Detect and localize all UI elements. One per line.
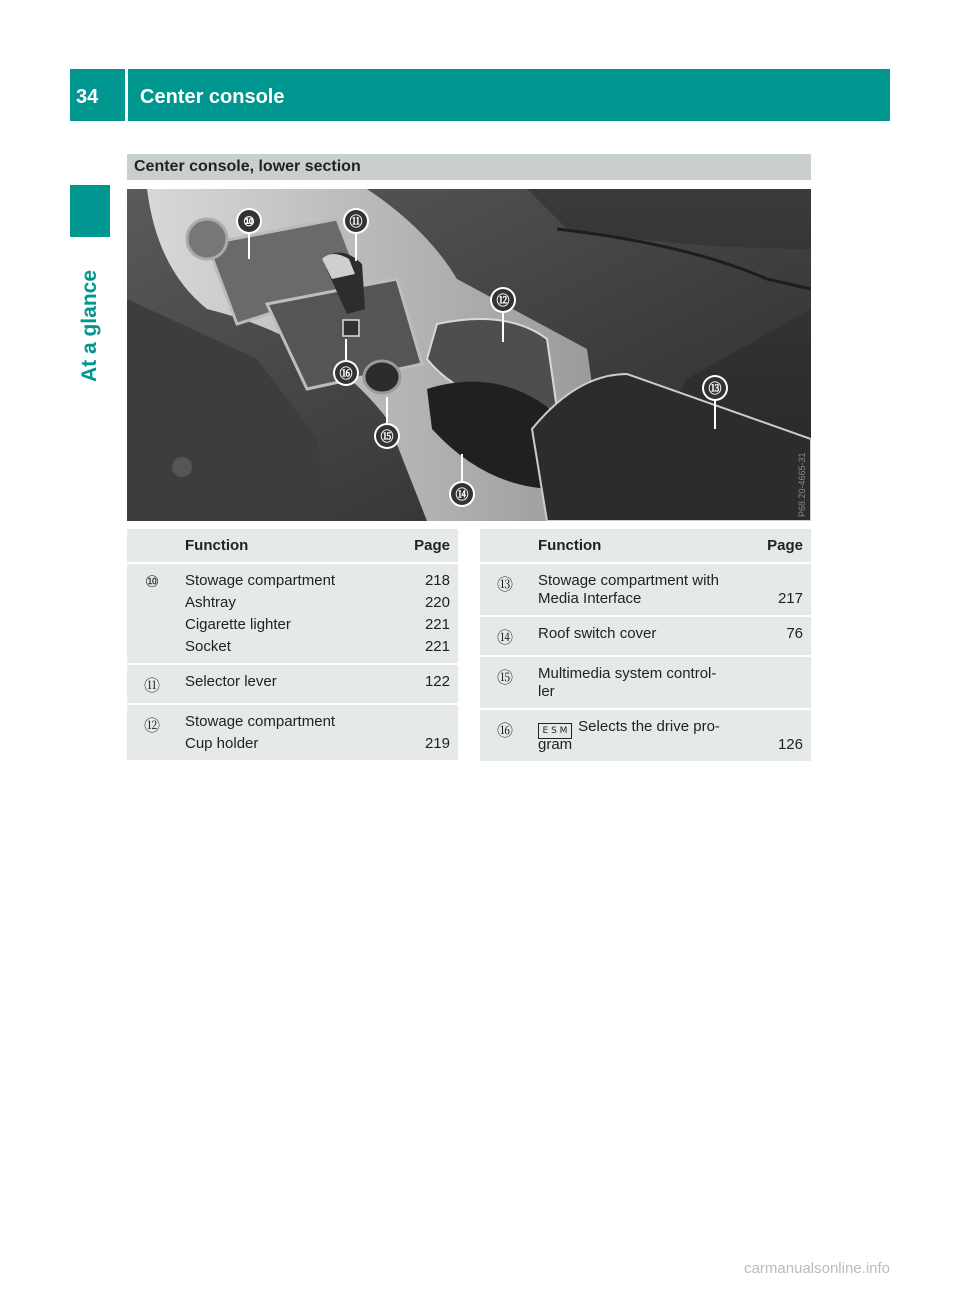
function-text: Selector lever [185,673,277,690]
table-row [480,617,811,655]
function-text: Stowage compartment with [538,572,719,589]
side-tab-label: At a glance [78,269,101,383]
table-row [480,564,811,615]
table-row [127,564,458,663]
function-cell [530,564,747,615]
id-header [480,529,530,562]
page-ref-link[interactable]: 220 [424,594,450,611]
item-number: ⑩ [127,564,177,663]
page-header: Page [394,529,458,562]
function-text: Roof switch cover [538,625,657,642]
function-text: Ashtray [185,594,236,611]
side-tab-marker [70,185,110,237]
page-cell [747,657,811,708]
table-row [480,657,811,708]
id-header [127,529,177,562]
callout-12-label: ⑫ [496,293,510,308]
function-cell [530,657,747,708]
right-function-table [480,527,811,763]
item-number: ⑯ [480,710,530,761]
figure-id: P68.20-4665-31 [797,452,807,517]
page-cell [747,710,811,761]
callout-13-label: ⑬ [708,381,722,396]
page-cell [747,564,811,615]
callout-15-label: ⑮ [380,429,394,444]
page-ref-link[interactable]: 221 [424,638,450,655]
callout-14-label: ⑭ [455,487,469,502]
function-text: Stowage compartment [185,572,336,589]
page-cell [394,705,458,760]
item-number: ⑫ [127,705,177,760]
function-header: Function [530,529,747,562]
page-ref-link[interactable]: 219 [424,735,450,752]
function-text: gram [538,736,573,753]
table-row [127,665,458,703]
function-header: Function [177,529,394,562]
item-number: ⑮ [480,657,530,708]
item-number: ⑬ [480,564,530,615]
function-text: Cup holder [185,735,259,752]
callout-11-label: ⑪ [349,214,363,229]
table-header-row [480,529,811,562]
center-console-photo [127,189,811,521]
page-ref-link[interactable]: 217 [777,590,803,607]
page-cell [747,617,811,655]
drive-program-icon: E S M [538,723,572,739]
table-header-row [127,529,458,562]
page-cell [394,665,458,703]
header-divider [125,69,128,121]
page-ref-link[interactable]: 76 [786,625,803,642]
function-text: ler [538,683,555,700]
function-text: Multimedia system control- [538,665,717,682]
page-number: 34 [76,86,99,108]
item-number: ⑪ [127,665,177,703]
left-function-table [127,527,458,762]
function-cell [177,705,394,760]
chapter-title: Center console [140,86,285,108]
page-ref-link[interactable]: 122 [424,673,450,690]
function-text: Cigarette lighter [185,616,291,633]
table-row [480,710,811,761]
item-number: ⑭ [480,617,530,655]
page-ref-link[interactable] [402,713,450,735]
page-ref-link[interactable]: 218 [424,572,450,589]
page-ref-link[interactable] [755,665,803,683]
page-cell [394,564,458,663]
callout-10-label: ⑩ [243,214,255,229]
function-cell [177,665,394,703]
function-text: Socket [185,638,231,655]
function-text: Stowage compartment [185,713,336,730]
page-ref-link[interactable]: 126 [777,736,803,753]
section-title: Center console, lower section [134,158,361,175]
function-cell [530,617,747,655]
table-row [127,705,458,760]
page-header: Page [747,529,811,562]
function-text: Selects the drive pro- [578,718,720,735]
function-cell [530,710,747,761]
callout-16-label: ⑯ [339,366,353,381]
page-ref-link[interactable]: 221 [424,616,450,633]
function-cell [177,564,394,663]
footer-watermark: carmanualsonline.info [744,1260,890,1277]
function-text: Media Interface [538,590,642,607]
